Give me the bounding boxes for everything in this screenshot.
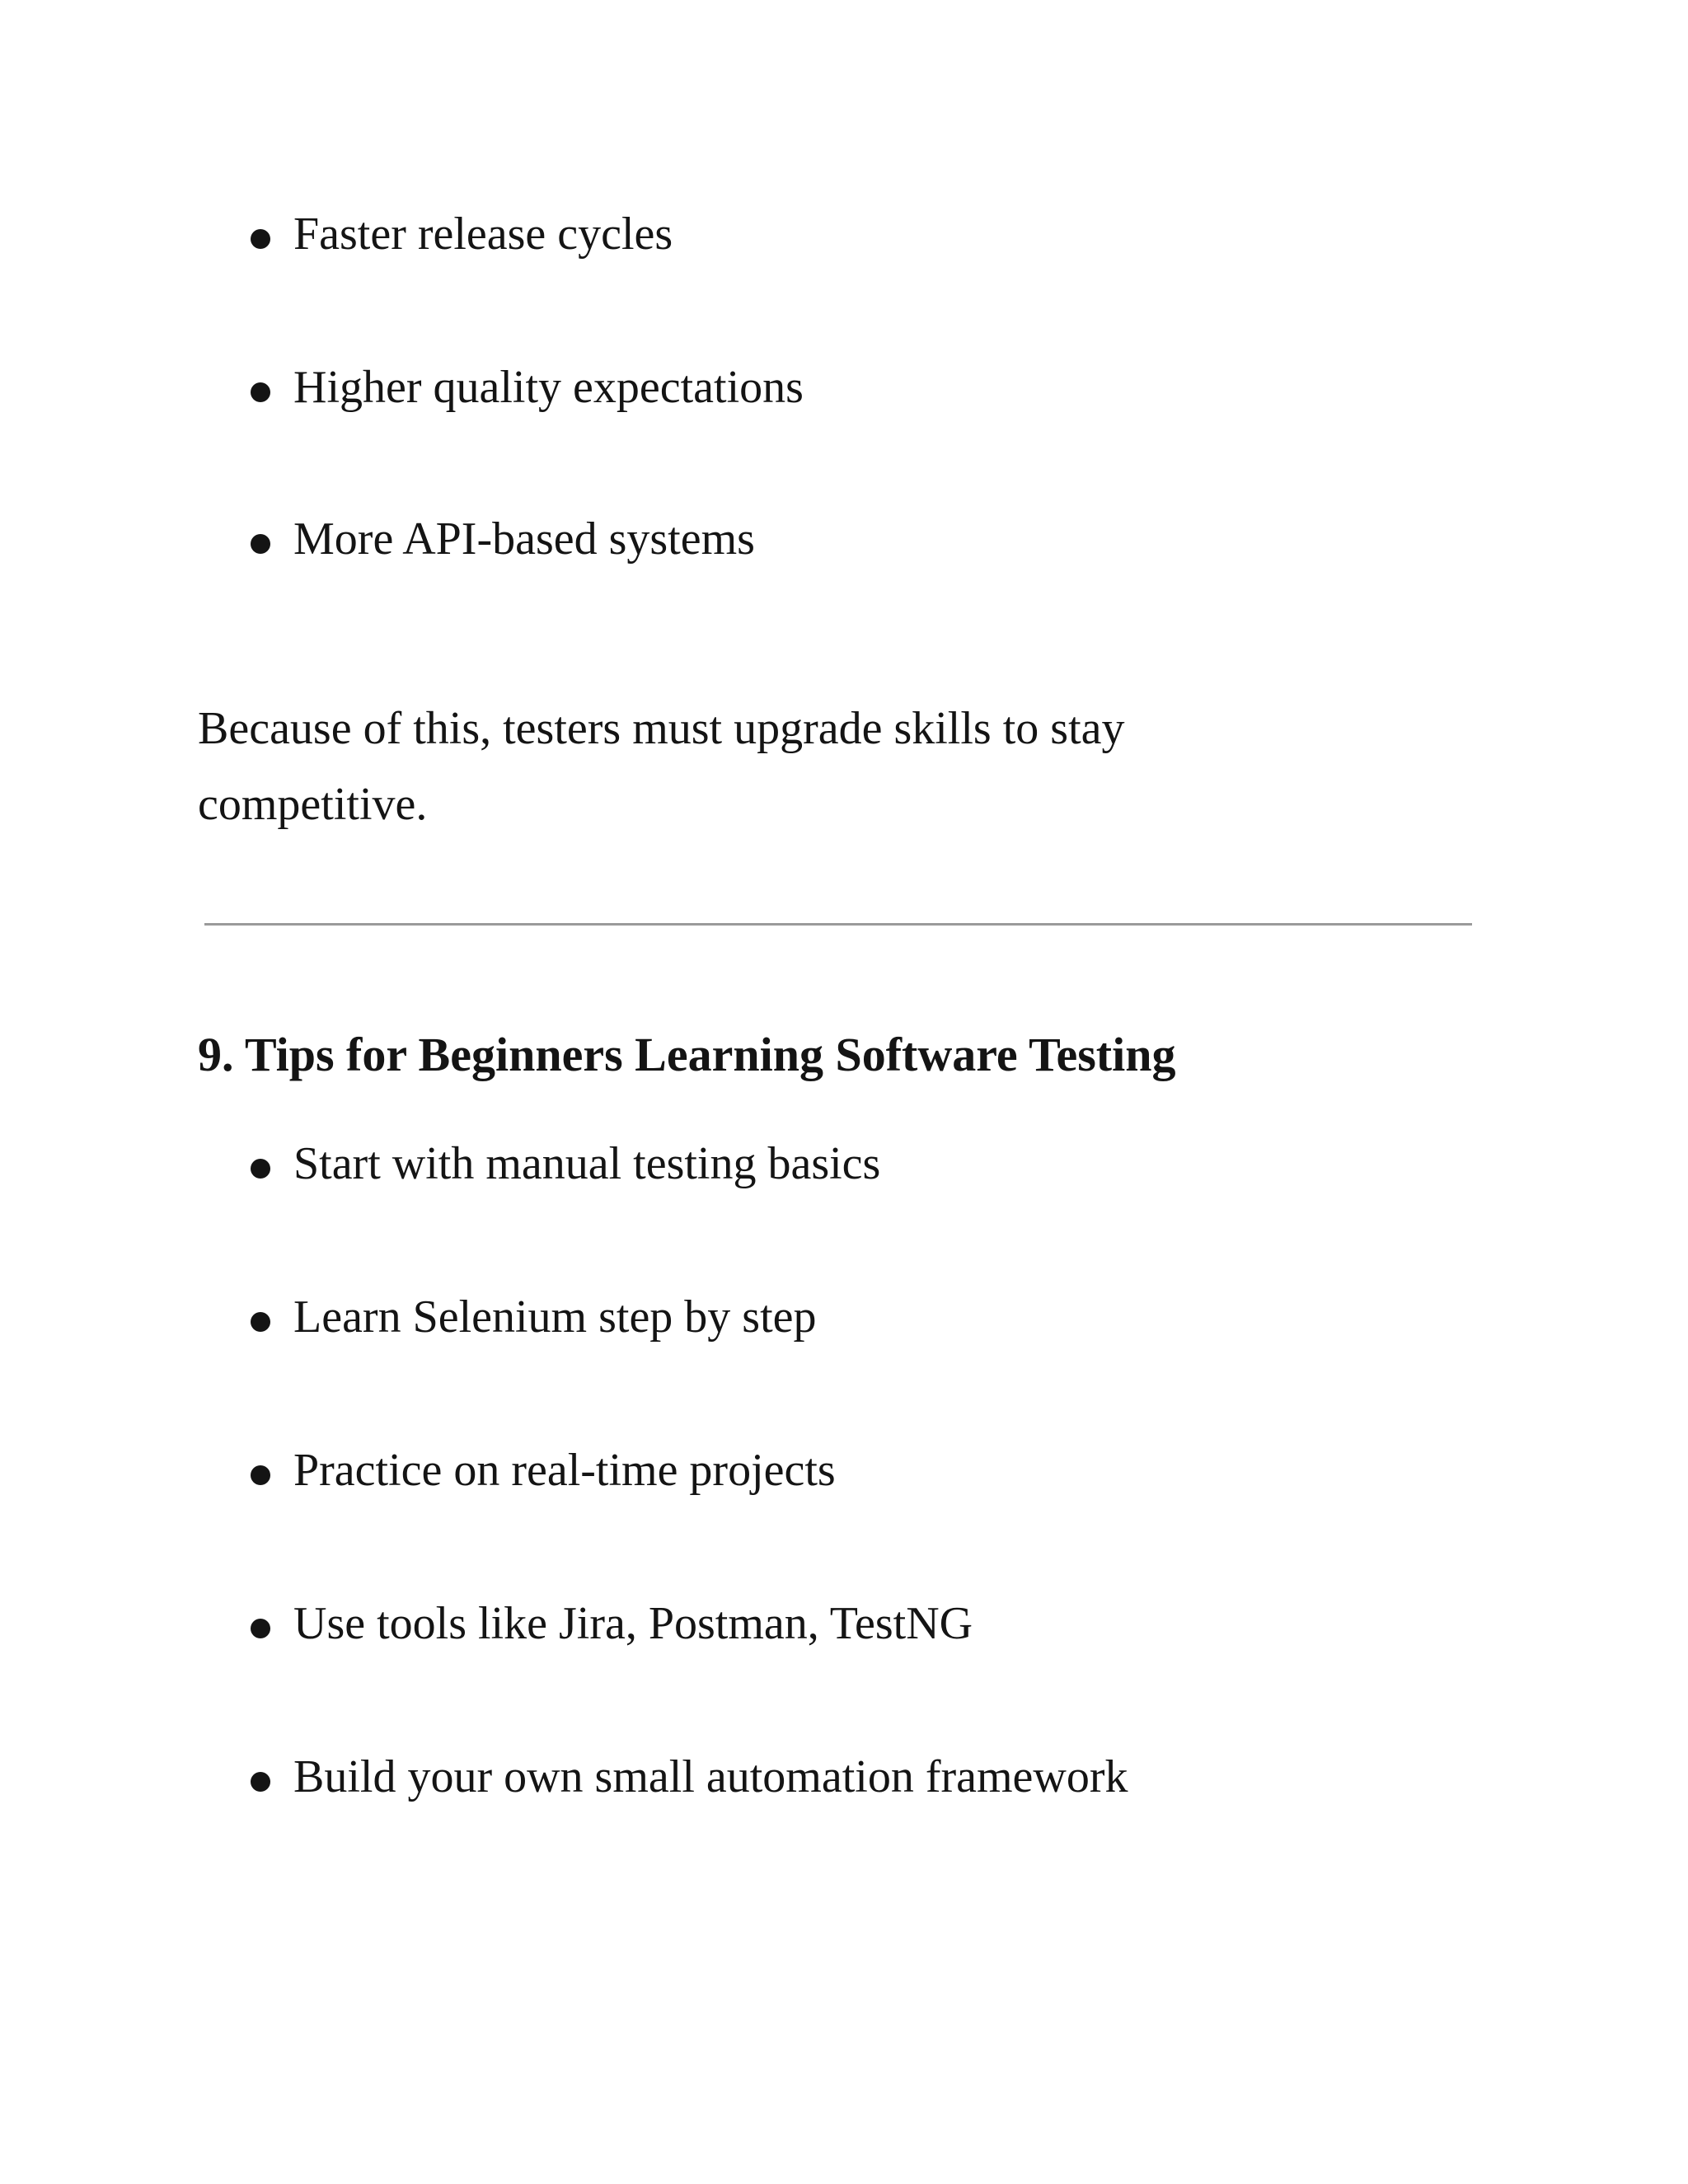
list-item-text: Practice on real-time projects bbox=[293, 1445, 836, 1496]
list-item-text: Faster release cycles bbox=[293, 209, 673, 260]
bullet-icon bbox=[251, 229, 270, 249]
bullet-icon bbox=[251, 382, 270, 402]
section-divider bbox=[204, 923, 1472, 926]
bullet-icon bbox=[251, 1619, 270, 1638]
bullet-icon bbox=[251, 1465, 270, 1485]
list-item-text: Start with manual testing basics bbox=[293, 1138, 881, 1189]
list-item-text: Learn Selenium step by step bbox=[293, 1291, 817, 1343]
list-item-text: More API-based systems bbox=[293, 513, 755, 565]
bullet-icon bbox=[251, 1772, 270, 1792]
paragraph-line: Because of this, testers must upgrade skills to stay bbox=[198, 703, 1125, 754]
list-item-text: Build your own small automation framework bbox=[293, 1751, 1128, 1802]
list-item-text: Use tools like Jira, Postman, TestNG bbox=[293, 1598, 973, 1649]
paragraph-line: competitive. bbox=[198, 779, 428, 830]
section-heading: 9. Tips for Beginners Learning Software Testing bbox=[198, 1028, 1176, 1081]
bullet-icon bbox=[251, 1312, 270, 1332]
bullet-icon bbox=[251, 534, 270, 554]
bullet-icon bbox=[251, 1159, 270, 1179]
list-item-text: Higher quality expectations bbox=[293, 362, 804, 413]
body-paragraph bbox=[198, 691, 1368, 842]
